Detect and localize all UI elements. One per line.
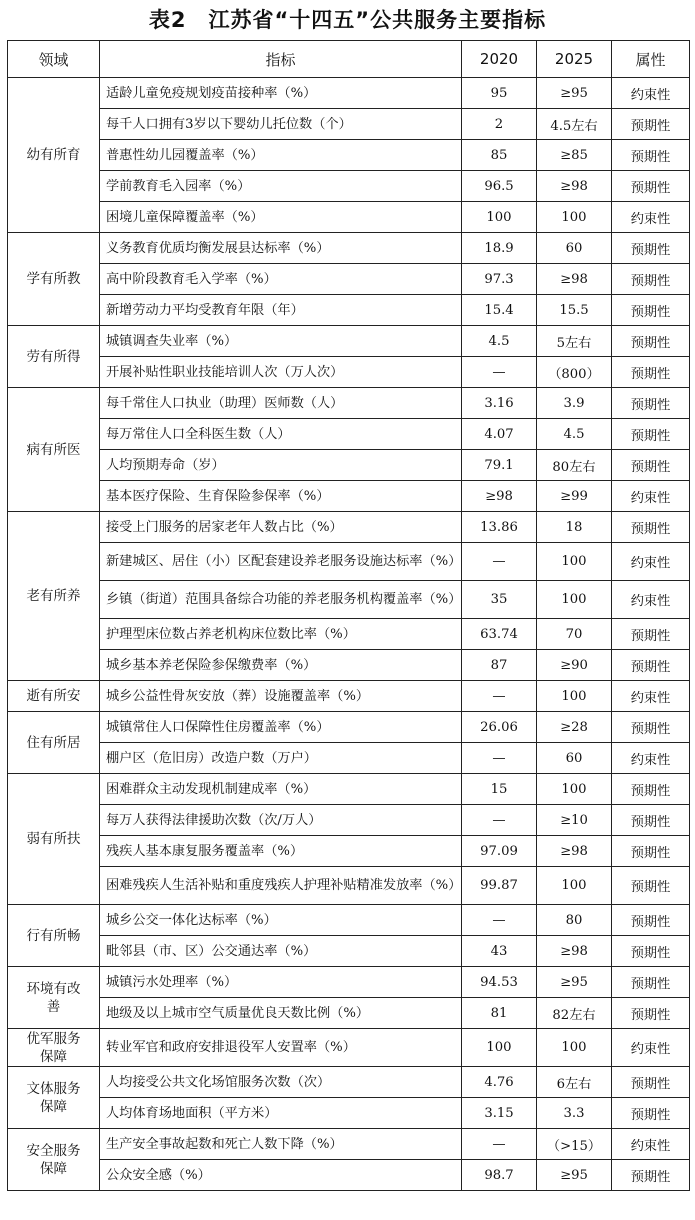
- table-row: [8, 450, 690, 481]
- value-2025-cell: 3.9: [537, 388, 612, 419]
- domain-cell: 老有所养: [8, 512, 100, 681]
- table-row: [8, 1160, 690, 1191]
- value-2020-cell: 63.74: [462, 619, 537, 650]
- table-row: [8, 774, 690, 805]
- value-2020-cell: 13.86: [462, 512, 537, 543]
- indicator-cell: 残疾人基本康复服务覆盖率（%）: [100, 836, 462, 867]
- value-2025-cell: 100: [537, 543, 612, 581]
- indicator-cell: 每千常住人口执业（助理）医师数（人）: [100, 388, 462, 419]
- attribute-cell: 预期性: [612, 450, 690, 481]
- table-row: [8, 650, 690, 681]
- attribute-cell: 约束性: [612, 581, 690, 619]
- domain-cell: 行有所畅: [8, 905, 100, 967]
- attribute-cell: 约束性: [612, 681, 690, 712]
- table-row: [8, 140, 690, 171]
- table-row: [8, 1129, 690, 1160]
- attribute-cell: 预期性: [612, 836, 690, 867]
- value-2025-cell: 18: [537, 512, 612, 543]
- table-row: [8, 512, 690, 543]
- table-row: [8, 581, 690, 619]
- indicator-cell: 接受上门服务的居家老年人数占比（%）: [100, 512, 462, 543]
- value-2025-cell: 100: [537, 774, 612, 805]
- attribute-cell: 预期性: [612, 264, 690, 295]
- indicator-cell: 困难群众主动发现机制建成率（%）: [100, 774, 462, 805]
- domain-cell: 劳有所得: [8, 326, 100, 388]
- header-attribute: 属性: [612, 41, 690, 78]
- attribute-cell: 预期性: [612, 1160, 690, 1191]
- header-2020: 2020: [462, 41, 537, 78]
- value-2020-cell: 94.53: [462, 967, 537, 998]
- table-row: [8, 481, 690, 512]
- attribute-cell: 预期性: [612, 805, 690, 836]
- value-2020-cell: 95: [462, 78, 537, 109]
- table-row: [8, 712, 690, 743]
- indicator-cell: 城乡基本养老保险参保缴费率（%）: [100, 650, 462, 681]
- indicator-cell: 困境儿童保障覆盖率（%）: [100, 202, 462, 233]
- indicator-cell: 地级及以上城市空气质量优良天数比例（%）: [100, 998, 462, 1029]
- indicator-cell: 城镇常住人口保障性住房覆盖率（%）: [100, 712, 462, 743]
- table-row: [8, 295, 690, 326]
- attribute-cell: 约束性: [612, 78, 690, 109]
- value-2020-cell: 43: [462, 936, 537, 967]
- table-row: [8, 419, 690, 450]
- value-2020-cell: —: [462, 543, 537, 581]
- attribute-cell: 预期性: [612, 419, 690, 450]
- table-row: [8, 78, 690, 109]
- table-row: [8, 936, 690, 967]
- value-2020-cell: —: [462, 805, 537, 836]
- value-2020-cell: 97.09: [462, 836, 537, 867]
- value-2020-cell: 3.15: [462, 1098, 537, 1129]
- value-2025-cell: （800）: [537, 357, 612, 388]
- value-2025-cell: ≥98: [537, 836, 612, 867]
- table-row: [8, 543, 690, 581]
- table-row: [8, 1098, 690, 1129]
- attribute-cell: 预期性: [612, 171, 690, 202]
- attribute-cell: 预期性: [612, 109, 690, 140]
- value-2025-cell: （>15）: [537, 1129, 612, 1160]
- table-row: [8, 867, 690, 905]
- table-row: [8, 1029, 690, 1067]
- attribute-cell: 预期性: [612, 357, 690, 388]
- indicator-cell: 人均体育场地面积（平方米）: [100, 1098, 462, 1129]
- attribute-cell: 约束性: [612, 1029, 690, 1067]
- value-2025-cell: 4.5: [537, 419, 612, 450]
- value-2020-cell: 18.9: [462, 233, 537, 264]
- value-2025-cell: ≥95: [537, 78, 612, 109]
- value-2025-cell: ≥99: [537, 481, 612, 512]
- domain-cell: 文体服务保障: [8, 1067, 100, 1129]
- indicator-cell: 每万常住人口全科医生数（人）: [100, 419, 462, 450]
- value-2025-cell: ≥98: [537, 171, 612, 202]
- attribute-cell: 预期性: [612, 774, 690, 805]
- value-2020-cell: 99.87: [462, 867, 537, 905]
- header-indicator: 指标: [100, 41, 462, 78]
- domain-cell: 病有所医: [8, 388, 100, 512]
- value-2020-cell: —: [462, 357, 537, 388]
- value-2025-cell: ≥85: [537, 140, 612, 171]
- value-2025-cell: ≥10: [537, 805, 612, 836]
- indicator-cell: 转业军官和政府安排退役军人安置率（%）: [100, 1029, 462, 1067]
- attribute-cell: 约束性: [612, 202, 690, 233]
- value-2025-cell: 70: [537, 619, 612, 650]
- value-2025-cell: 82左右: [537, 998, 612, 1029]
- value-2025-cell: 6左右: [537, 1067, 612, 1098]
- indicator-cell: 每万人获得法律援助次数（次/万人）: [100, 805, 462, 836]
- domain-cell: 住有所居: [8, 712, 100, 774]
- table-row: [8, 805, 690, 836]
- value-2020-cell: —: [462, 743, 537, 774]
- table-row: [8, 388, 690, 419]
- value-2025-cell: ≥98: [537, 936, 612, 967]
- value-2025-cell: 60: [537, 233, 612, 264]
- value-2020-cell: ≥98: [462, 481, 537, 512]
- value-2020-cell: 2: [462, 109, 537, 140]
- value-2025-cell: 80: [537, 905, 612, 936]
- indicator-cell: 新建城区、居住（小）区配套建设养老服务设施达标率（%）: [100, 543, 462, 581]
- attribute-cell: 预期性: [612, 998, 690, 1029]
- value-2025-cell: 100: [537, 202, 612, 233]
- value-2025-cell: 4.5左右: [537, 109, 612, 140]
- value-2025-cell: 15.5: [537, 295, 612, 326]
- attribute-cell: 预期性: [612, 140, 690, 171]
- table-row: [8, 619, 690, 650]
- indicator-cell: 城乡公益性骨灰安放（葬）设施覆盖率（%）: [100, 681, 462, 712]
- indicator-cell: 学前教育毛入园率（%）: [100, 171, 462, 202]
- indicator-cell: 城镇污水处理率（%）: [100, 967, 462, 998]
- table-row: [8, 264, 690, 295]
- value-2025-cell: ≥95: [537, 1160, 612, 1191]
- value-2020-cell: 15.4: [462, 295, 537, 326]
- domain-cell: 逝有所安: [8, 681, 100, 712]
- value-2020-cell: 85: [462, 140, 537, 171]
- attribute-cell: 预期性: [612, 512, 690, 543]
- indicator-cell: 新增劳动力平均受教育年限（年）: [100, 295, 462, 326]
- table-row: [8, 202, 690, 233]
- attribute-cell: 约束性: [612, 543, 690, 581]
- table-row: [8, 1067, 690, 1098]
- domain-cell: 学有所教: [8, 233, 100, 326]
- table-row: [8, 743, 690, 774]
- domain-cell: 安全服务保障: [8, 1129, 100, 1191]
- table-row: [8, 109, 690, 140]
- value-2020-cell: 100: [462, 1029, 537, 1067]
- table-body: [8, 78, 690, 1191]
- value-2020-cell: 4.76: [462, 1067, 537, 1098]
- indicator-table: [7, 40, 690, 1191]
- indicator-cell: 护理型床位数占养老机构床位数比率（%）: [100, 619, 462, 650]
- value-2020-cell: —: [462, 1129, 537, 1160]
- indicator-cell: 城乡公交一体化达标率（%）: [100, 905, 462, 936]
- table-title: 表2 江苏省“十四五”公共服务主要指标: [148, 8, 547, 32]
- header-2025: 2025: [537, 41, 612, 78]
- indicator-cell: 开展补贴性职业技能培训人次（万人次）: [100, 357, 462, 388]
- attribute-cell: 预期性: [612, 1098, 690, 1129]
- attribute-cell: 预期性: [612, 326, 690, 357]
- attribute-cell: 预期性: [612, 867, 690, 905]
- value-2020-cell: 81: [462, 998, 537, 1029]
- attribute-cell: 预期性: [612, 967, 690, 998]
- indicator-cell: 普惠性幼儿园覆盖率（%）: [100, 140, 462, 171]
- value-2020-cell: 35: [462, 581, 537, 619]
- value-2020-cell: 87: [462, 650, 537, 681]
- indicator-cell: 适龄儿童免疫规划疫苗接种率（%）: [100, 78, 462, 109]
- attribute-cell: 约束性: [612, 481, 690, 512]
- table-row: [8, 357, 690, 388]
- value-2020-cell: 3.16: [462, 388, 537, 419]
- value-2025-cell: 100: [537, 867, 612, 905]
- value-2025-cell: 5左右: [537, 326, 612, 357]
- domain-cell: 弱有所扶: [8, 774, 100, 905]
- attribute-cell: 预期性: [612, 1067, 690, 1098]
- value-2025-cell: 3.3: [537, 1098, 612, 1129]
- table-row: [8, 905, 690, 936]
- indicator-cell: 棚户区（危旧房）改造户数（万户）: [100, 743, 462, 774]
- indicator-cell: 义务教育优质均衡发展县达标率（%）: [100, 233, 462, 264]
- indicator-cell: 乡镇（街道）范围具备综合功能的养老服务机构覆盖率（%）: [100, 581, 462, 619]
- header-domain: 领域: [8, 41, 100, 78]
- domain-cell: 幼有所育: [8, 78, 100, 233]
- attribute-cell: 预期性: [612, 619, 690, 650]
- indicator-cell: 基本医疗保险、生育保险参保率（%）: [100, 481, 462, 512]
- value-2020-cell: —: [462, 905, 537, 936]
- value-2025-cell: ≥98: [537, 264, 612, 295]
- value-2025-cell: 100: [537, 1029, 612, 1067]
- domain-cell: 环境有改善: [8, 967, 100, 1029]
- indicator-cell: 公众安全感（%）: [100, 1160, 462, 1191]
- value-2020-cell: 97.3: [462, 264, 537, 295]
- value-2025-cell: 100: [537, 681, 612, 712]
- value-2025-cell: 80左右: [537, 450, 612, 481]
- attribute-cell: 预期性: [612, 388, 690, 419]
- value-2020-cell: 96.5: [462, 171, 537, 202]
- value-2020-cell: 98.7: [462, 1160, 537, 1191]
- value-2020-cell: 26.06: [462, 712, 537, 743]
- value-2020-cell: 15: [462, 774, 537, 805]
- value-2025-cell: ≥90: [537, 650, 612, 681]
- table-row: [8, 836, 690, 867]
- table-row: [8, 171, 690, 202]
- domain-cell: 优军服务保障: [8, 1029, 100, 1067]
- value-2020-cell: 4.5: [462, 326, 537, 357]
- attribute-cell: 预期性: [612, 905, 690, 936]
- value-2020-cell: 4.07: [462, 419, 537, 450]
- indicator-cell: 困难残疾人生活补贴和重度残疾人护理补贴精准发放率（%）: [100, 867, 462, 905]
- value-2025-cell: ≥28: [537, 712, 612, 743]
- attribute-cell: 预期性: [612, 712, 690, 743]
- value-2020-cell: 79.1: [462, 450, 537, 481]
- attribute-cell: 预期性: [612, 650, 690, 681]
- table-row: [8, 326, 690, 357]
- indicator-cell: 城镇调查失业率（%）: [100, 326, 462, 357]
- attribute-cell: 约束性: [612, 1129, 690, 1160]
- table-row: [8, 233, 690, 264]
- header-row: [8, 41, 690, 78]
- table-row: [8, 681, 690, 712]
- indicator-cell: 每千人口拥有3岁以下婴幼儿托位数（个）: [100, 109, 462, 140]
- value-2020-cell: —: [462, 681, 537, 712]
- value-2025-cell: ≥95: [537, 967, 612, 998]
- indicator-cell: 人均接受公共文化场馆服务次数（次）: [100, 1067, 462, 1098]
- indicator-cell: 生产安全事故起数和死亡人数下降（%）: [100, 1129, 462, 1160]
- indicator-cell: 人均预期寿命（岁）: [100, 450, 462, 481]
- value-2025-cell: 100: [537, 581, 612, 619]
- attribute-cell: 预期性: [612, 233, 690, 264]
- attribute-cell: 预期性: [612, 295, 690, 326]
- attribute-cell: 预期性: [612, 936, 690, 967]
- table-row: [8, 998, 690, 1029]
- table-row: [8, 967, 690, 998]
- value-2025-cell: 60: [537, 743, 612, 774]
- indicator-cell: 毗邻县（市、区）公交通达率（%）: [100, 936, 462, 967]
- indicator-cell: 高中阶段教育毛入学率（%）: [100, 264, 462, 295]
- attribute-cell: 约束性: [612, 743, 690, 774]
- value-2020-cell: 100: [462, 202, 537, 233]
